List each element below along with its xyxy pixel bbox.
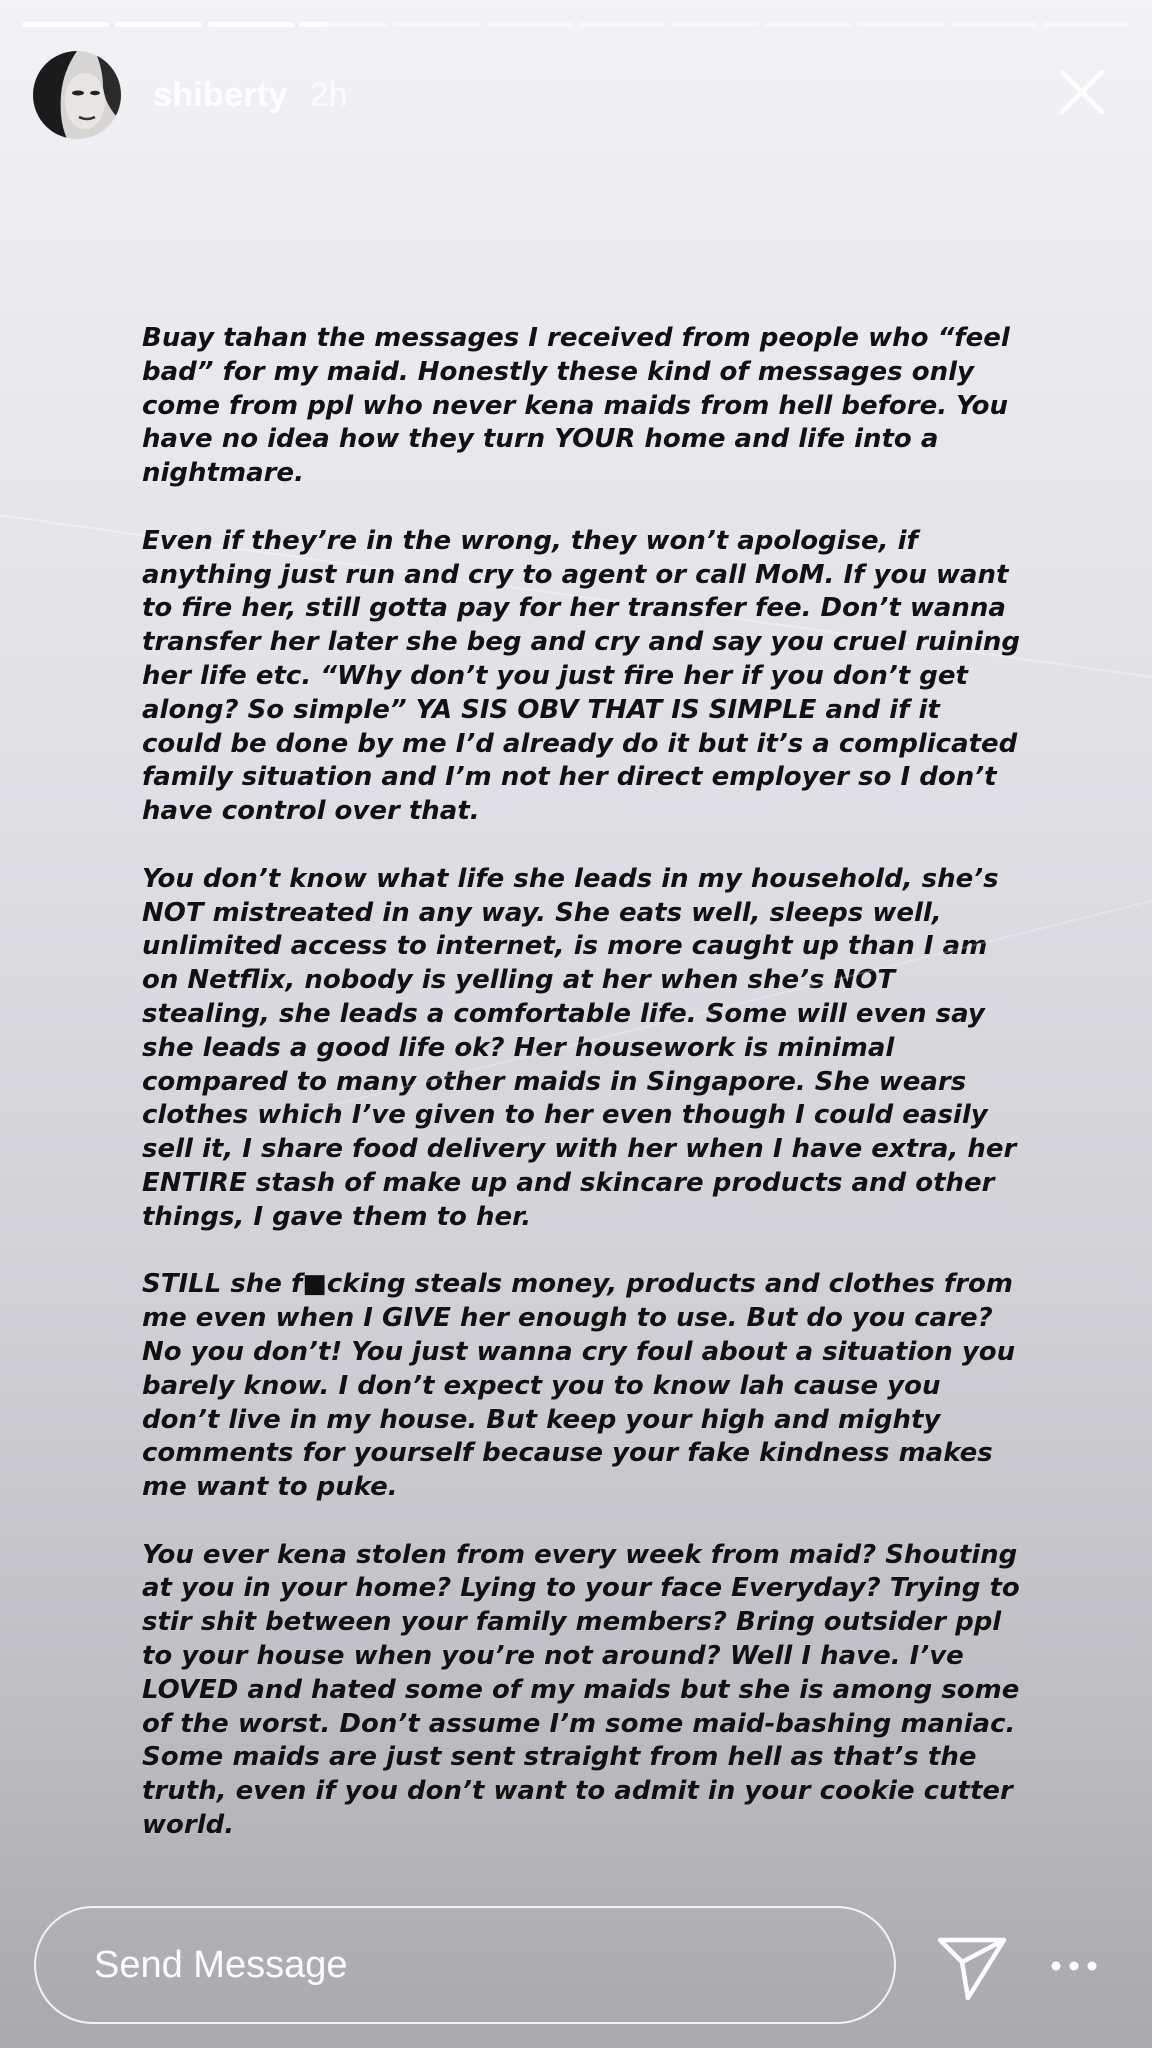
progress-segment [672,22,759,27]
story-paragraph: STILL she f■cking steals money, products and clothes from me even when I GIVE her enough to use. But do you care? No you don’t! You just wanna cry foul about a situation you barely know. I don’t expect you to know lah cause you don’t live in my house. But keep your high and mighty comments for yourself because your fake kindness makes me want to puke. [142,1269,1016,1503]
progress-segment-fill [300,22,326,27]
story-paragraph: Buay tahan the messages I received from people who “feel bad” for my maid. Honestly these kind of messages only come from ppl who never kena maids from hell before. You have no idea how they turn YOUR home and life into a nightmare. [142,323,1010,489]
send-message-input[interactable] [34,1906,896,2024]
post-timestamp: 2h [309,75,348,114]
progress-segment [393,22,480,27]
close-button[interactable] [1052,62,1112,122]
progress-segment-fill [208,22,295,27]
progress-segment [300,22,387,27]
progress-segment-fill [115,22,202,27]
progress-segment [486,22,573,27]
story-paragraph: Even if they’re in the wrong, they won’t apologise, if anything just run and cry to agent or call MoM. If you want to fire her, still gotta pay for her transfer fee. Don’t wanna transfer her later she beg and cry and say you cruel ruining her life etc. “Why don’t you just fire her if you don’t get along? So simple” YA SIS OBV THAT IS SIMPLE and if it could be done by me I’d already do it but it’s a complicated family situation and I’m not her direct employer so I don’t have control over that. [142,525,1020,827]
share-button[interactable] [932,1926,1012,2006]
progress-segment [1043,22,1130,27]
close-icon [1052,62,1112,122]
avatar-photo-icon [33,51,121,139]
story-text-content [142,322,1022,1877]
story-footer [34,1906,1134,2026]
progress-segment [208,22,295,27]
progress-segment [857,22,944,27]
story-paragraph: You don’t know what life she leads in my household, she’s NOT mistreated in any way. She eats well, sleeps well, unlimited access to internet, is more caught up than I am on Netflix, nobody is yelling at her when she’s NOT stealing, she leads a comfortable life. Some will even say she leads a good life ok? Her housework is minimal compared to many other maids in Singapore. She wears clothes which I’ve given to her even though I could easily sell it, I share food delivery with her when I have extra, her ENTIRE stash of make up and skincare products and other things, I gave them to her. [142,863,1017,1232]
paper-plane-icon [932,1926,1012,2006]
progress-segment [950,22,1037,27]
avatar[interactable] [33,51,121,139]
progress-segment-fill [22,22,109,27]
story-header [33,50,1132,140]
more-options-button[interactable] [1046,1942,1102,1990]
story-progress-bar [22,22,1130,27]
progress-segment [765,22,852,27]
progress-segment [115,22,202,27]
progress-segment [579,22,666,27]
ellipsis-icon [1046,1942,1102,1990]
progress-segment [22,22,109,27]
username[interactable]: shiberty [153,75,288,114]
story-paragraph: You ever kena stolen from every week from maid? Shouting at you in your home? Lying to your face Everyday? Trying to stir shit between your family members? Bring outsider ppl to your house when you’re not around? Well I have. I’ve LOVED and hated some of my maids but she is among some of the worst. Don’t assume I’m some maid-bashing maniac. Some maids are just sent straight from hell as that’s the truth, even if you don’t want to admit in your cookie cutter world. [142,1539,1020,1841]
